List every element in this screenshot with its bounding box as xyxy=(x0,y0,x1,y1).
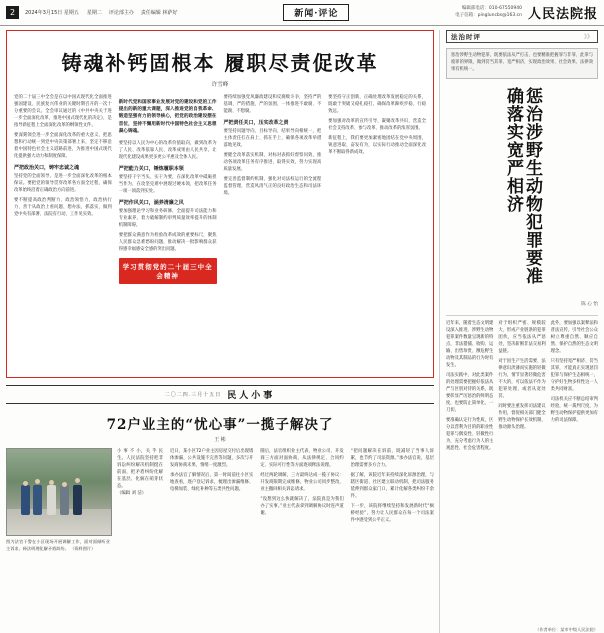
paragraph: 对于组织严密、规模较大、形成产业链条的犯罪团伙，应当依法从严惩处，坚决斩断非法交易利益链。 xyxy=(498,320,546,354)
paragraph: 要持续加强党风廉政建设和反腐败斗争，坚持严的基调、严的措施、严的氛围，一体推进不敢腐、不能腐、不想腐。 xyxy=(223,95,322,114)
commentary-header xyxy=(446,30,598,43)
commentary-title: 惩治涉野生动物犯罪要准确落实宽严相济 xyxy=(503,86,543,285)
paragraph: 要坚持以人民为中心的改革价值取向，做到改革为了人民、改革依靠人民、改革成果由人民共享，让现代化建设成果更多更公平惠及全体人民。 xyxy=(118,140,217,160)
feature-columns xyxy=(14,94,426,370)
paper-name: 人民法院报 xyxy=(527,7,598,22)
paragraph: 只有坚持宽严相济、罚当其罪，才能真正实现惩罚犯罪与保护生态相统一，守护好生物多样性这一人类共同财富。 xyxy=(550,358,598,392)
paragraph: “把问题解决在诉前，既减轻了当事人诉累，也节约了司法资源。”承办法官说，基层治理需要多方合力。 xyxy=(350,449,434,468)
masthead-link-1[interactable]: 评论部主办 xyxy=(108,10,134,16)
photo-figure xyxy=(33,485,42,515)
photo-figure xyxy=(47,485,56,515)
commentary-byline: 陈 心 怡 xyxy=(581,301,598,307)
lower-side-note xyxy=(117,448,163,633)
lower-columns xyxy=(6,448,434,633)
paragraph: 经过两轮调解，三方最终达成一揽子协议：开发商限期完成维修，物业公司同步整改，业主撤回相关诉讼请求。 xyxy=(260,473,344,492)
paragraph: 坚持党的全面领导，是进一步全面深化改革的根本保证。要把党的领导贯穿改革各方面全过程，确保改革始终沿着正确政治方向前进。 xyxy=(14,174,112,193)
lower-headline: 72户业主的“忧心事”一揽子解决了 xyxy=(106,417,334,433)
paragraph: 要准确认定行为性质，区分以营利为目的的职业性犯罪与偶发性、轻微性行为，充分考虑行为人的主观恶性、社会危害程度。 xyxy=(446,417,494,451)
commentary-column-1 xyxy=(446,320,493,624)
photo-figure xyxy=(73,485,82,515)
strip-column-name: 民人小事 xyxy=(227,391,276,401)
paragraph: 司法实践中，对此类案件的处理需要把握好依法从严与区别对待的关系，既要彰显严厉惩治的鲜明态度，也要防止简单化、一刀切。 xyxy=(446,372,494,413)
feature-headline: 铸魂补钙固根本 履职尽责促改革 xyxy=(61,51,379,75)
commentary-column-3 xyxy=(551,320,598,624)
paragraph: 新征程上，我们要更加紧密地团结在党中央周围，锐意进取、奋发有为，以实际行动推动全面深化改革不断取得新成效。 xyxy=(328,136,426,155)
photo-figure-head xyxy=(35,479,40,484)
commentary-columns xyxy=(446,320,598,624)
page-number: 2 xyxy=(6,6,19,19)
chevron-right-icon: 》》 xyxy=(583,34,593,41)
commentary-column xyxy=(439,30,598,633)
photo-figure xyxy=(21,485,30,515)
feature-column-2 xyxy=(119,94,217,370)
feature-column-4 xyxy=(328,94,426,370)
masthead-center xyxy=(177,4,455,21)
subheading: 严把作风关口，涵养清廉之风 xyxy=(118,199,184,206)
divider xyxy=(446,315,598,316)
paragraph: 随后，法官组织业主代表、物业公司、开发商三方面对面协商，从法律规定、合同约定、实际可行性等方面逐项释法说理。 xyxy=(260,449,344,468)
paragraph: 对于因生产生活需要、法律意识淡薄而实施的轻微行为，情节显著轻微危害不大的，可以依法不作为犯罪处理，或者从宽处罚。 xyxy=(498,358,546,399)
paragraph: 党的二十届三中全会是在以中国式现代化全面推进强国建设、民族复兴伟业的关键时期召开的一次十分重要的会议。全会审议通过的《中共中央关于进一步全面深化改革、推进中国式现代化的决定》，是指导新征程上全面深化改革的纲领性文件。 xyxy=(14,95,112,128)
paragraph: 要加强对改革的宣传引导，凝聚改革共识，营造全社会支持改革、参与改革、推动改革的浓厚氛围。 xyxy=(328,119,426,131)
paragraph: 要坚持干字当头、实干为要，在深化改革中砥砺担当作为，在攻坚克难中展现过硬本领，把改革任务一项一项落到实处。 xyxy=(118,174,217,194)
feature-lead: 新时代党和国家事业发展对党的建设和党的工作提出的新的重大课题，深入推进党的自我革命、锻造坚强有力的领导核心，把党的政治建设摆在首位，坚持不懈用新时代中国特色社会主义思想凝心铸魂。 xyxy=(118,99,217,135)
paragraph: 承办法官了解情况后，第一时间前往小区实地查看，逐户登记诉求，梳理出渗漏维修、电梯加装、绿化补种等五类共性问题。 xyxy=(170,473,254,492)
commentary-section-label: 法治时评 xyxy=(451,33,481,41)
photo-figure-head xyxy=(62,482,67,487)
paragraph: 下一步，该院将继续坚持和发展新时代“枫桥经验”，努力让人民群众在每一个司法案件中感受到公平正义。 xyxy=(350,504,434,523)
paragraph: 同时要注重发挥司法建议作用，督促相关部门健全野生动物保护长效机制，推动源头治理。 xyxy=(498,403,546,430)
side-note-sign: （编辑 刘 洁） xyxy=(117,491,147,497)
feature-article xyxy=(6,30,434,378)
paragraph: 要健全改革落实机制，对标对表抓好督察问效，推动各项改革任务有序推进、取得实效，努力实现高质量发展。 xyxy=(223,153,322,172)
feature-column-1 xyxy=(14,94,112,370)
masthead-links xyxy=(87,9,178,16)
photo-figure-head xyxy=(49,480,54,485)
paragraph: “没想到这么快就解决了，法院真是为我们办了实事。”业主代表拿到调解协议时连声道谢。 xyxy=(260,497,344,516)
left-zone xyxy=(6,30,434,633)
feature-banner: 学习贯彻党的二十届三中全会精神 xyxy=(119,258,217,284)
masthead-link-0[interactable]: 星期二 xyxy=(86,10,102,16)
commentary-footer: （作者单位：某市中级人民法院） xyxy=(535,627,598,632)
lower-photo-column xyxy=(6,448,110,633)
page-body xyxy=(0,26,604,633)
feature-column-3 xyxy=(224,94,322,370)
column-title-strip xyxy=(6,385,434,404)
paragraph: 据了解，该院近年来持续深化诉源治理，与辖区街道、社区建立联动机制，把司法服务延伸到群众家门口，累计化解各类纠纷千余件。 xyxy=(350,473,434,499)
commentary-column-2 xyxy=(498,320,545,624)
paragraph: 要深刻领会进一步全面深化改革的重大意义，把思想和行动统一到党中央决策部署上来，坚定不移沿着中国特色社会主义道路前进，为推进中国式现代化提供强大动力和制度保障。 xyxy=(14,133,112,159)
paragraph: 近年来，随着生态文明建设深入推进，涉野生动物犯罪案件数量呈现新的特点，非法猎捕、收购、运输、出售珍贵、濒危野生动物及其制品的行为时有发生。 xyxy=(446,320,494,368)
paragraph: 要坚持守正创新，正确处理改革发展稳定的关系，既敢于突破又稳扎稳打，确保改革蹄疾步稳、行稳致远。 xyxy=(328,95,426,114)
subheading: 严把责任关口，压实改革之责 xyxy=(223,120,289,126)
photo-figure-head xyxy=(23,481,28,486)
lower-article xyxy=(6,385,434,633)
masthead-link-2[interactable]: 责任编辑 林萨好 xyxy=(140,10,178,16)
paragraph: 此外，要加强以案释法和普法宣传，引导社会公众树立尊重自然、顺应自然、保护自然的生态文明理念。 xyxy=(550,320,598,354)
masthead xyxy=(0,0,604,26)
paragraph: 近日，某小区72户业主因房屋交付后出现墙体渗漏、公共设施不完善等问题，多次与开发商协商未果，情绪一度激烈。 xyxy=(170,449,254,468)
strip-date: 二〇二四.三月十五日 xyxy=(164,392,222,398)
subheading: 严把政治关口，铸牢忠诚之魂 xyxy=(14,165,80,171)
photo-figure-head xyxy=(75,478,80,483)
lower-column-1 xyxy=(170,448,253,633)
commentary-pullquote: 惩治涉野生动物犯罪，既要依法从严打击，也要精准把握罪与非罪、此罪与彼罪的界限，做到罚当其罪、宽严相济，实现政治效果、社会效果、法律效果有机统一。 xyxy=(446,48,598,79)
paragraph: 要加强理论学习和业务研修，全面提升司法能力和专业素养，着力破解制约审判质量效率提升的体制机制障碍。 xyxy=(118,208,217,228)
lower-column-3 xyxy=(351,448,434,633)
paragraph: 司法机关应不断总结审判经验，统一裁判尺度，为野生动物保护提供更加有力的司法保障。 xyxy=(550,396,598,423)
contact-line-1: 电子信箱：pingluncbs@163.cn xyxy=(455,12,522,18)
contact-line-0: 编辑部电话：010-67550940 xyxy=(461,5,522,11)
masthead-contact xyxy=(455,6,522,20)
paragraph: 要把群众满意作为检验改革成效的重要标尺，聚焦人民群众急难愁盼问题，推动解决一批影响群众获得感幸福感安全感的突出问题。 xyxy=(118,232,217,252)
side-note-text: 小 事 不 小，关 乎 民 生。人民法院坚持把非诉讼纠纷解决机制挺在前面，把矛盾纠纷化解在基层、化解在萌芽状态。 xyxy=(117,449,163,490)
paragraph: 要坚持问题导向、目标导向、结果导向相统一，把主体责任扛在肩上、抓在手上，确保各项改革举措落地见效。 xyxy=(223,129,322,148)
paragraph: 要不断提高政治判断力、政治领悟力、政治执行力，善于从政治上看问题、想办法、抓落实，做到党中央有部署、法院有行动、工作见实效。 xyxy=(14,198,112,217)
paragraph: 要完善监督制约机制，强化对司法权运行的全流程监督管理，营造风清气正的良好政治生态和司法环境。 xyxy=(223,177,322,196)
article-photo xyxy=(6,448,112,536)
section-title: 新闻·评论 xyxy=(283,4,349,21)
subheading: 严把能力关口，锤炼履职本领 xyxy=(118,165,184,172)
masthead-date: 2024年3月15日 星期五 xyxy=(25,10,79,16)
lower-column-2 xyxy=(260,448,343,633)
lower-byline: 王 彬 xyxy=(214,437,226,443)
photo-caption: 图为法官干警在小区现场开展调解工作，面对面倾听业主诉求，释法明理化解矛盾纠纷。 （资料图片） xyxy=(6,539,110,551)
photo-figure xyxy=(60,485,69,515)
feature-byline: 许雪峰 xyxy=(211,82,229,88)
